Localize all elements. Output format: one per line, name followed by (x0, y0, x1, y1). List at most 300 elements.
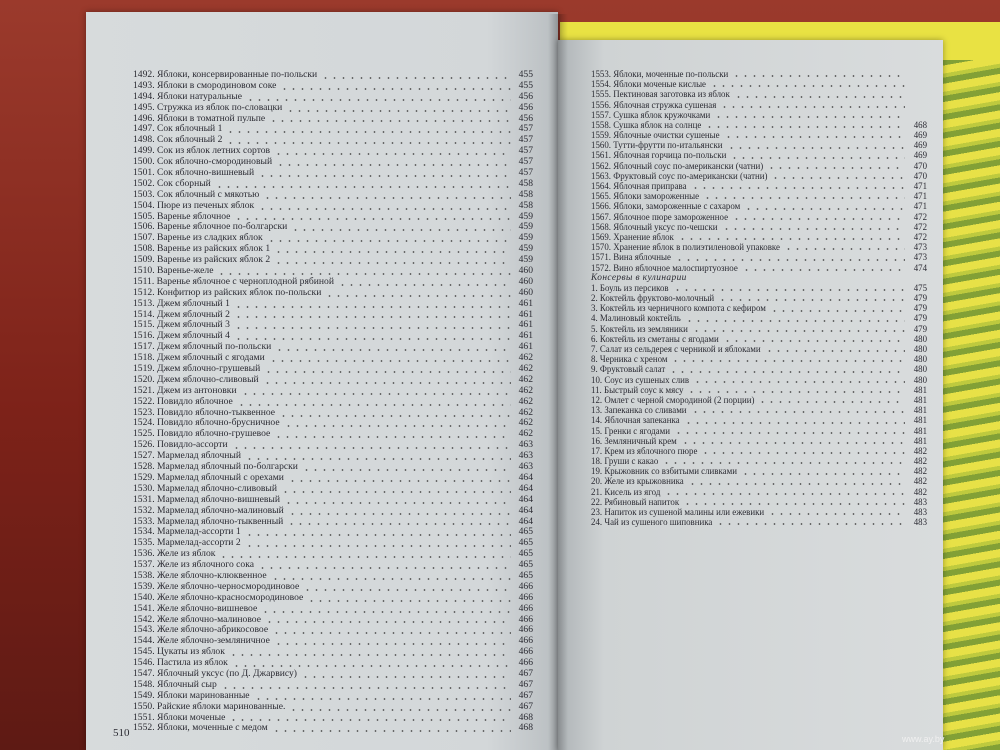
toc-leader-dots (716, 523, 905, 525)
toc-entry (133, 593, 533, 604)
toc-entry-page: 460 (518, 265, 533, 277)
toc-entry-title: 15. Гренки с ягодами (591, 425, 670, 436)
toc-entry (591, 446, 927, 456)
toc-entry-title: 1512. Конфитюр из райских яблок по-польски (133, 286, 322, 298)
toc-entry-title: 1497. Сок яблочный 1 (133, 123, 223, 135)
toc-entry (591, 222, 927, 232)
toc-leader-dots (723, 340, 905, 342)
toc-entry (591, 395, 927, 405)
toc-entry (591, 375, 927, 385)
toc-entry (133, 604, 533, 615)
toc-entry-title: 1568. Яблочный уксус по-чешски (591, 221, 718, 232)
toc-entry-page: 481 (913, 425, 927, 436)
toc-entry-page: 469 (913, 130, 927, 141)
toc-leader-dots (703, 197, 905, 199)
toc-leader-dots (678, 238, 905, 240)
toc-entry-page: 467 (518, 700, 533, 712)
toc-entry-title: 1526. Повидло-ассорти (133, 439, 228, 451)
toc-entry-title: 1508. Варенье из райских яблок 1 (133, 243, 271, 255)
toc-entry-title: 1546. Пастила из яблок (133, 657, 228, 669)
toc-entry-title: 1543. Желе яблочно-абрикосовое (133, 624, 269, 636)
toc-leader-dots (265, 621, 511, 623)
toc-leader-dots (325, 295, 511, 297)
toc-entry (591, 283, 927, 293)
toc-entry-title: 1535. Мармелад-ассорти 2 (133, 537, 241, 549)
toc-leader-dots (288, 513, 511, 515)
toc-entry-title: 1540. Желе яблочно-красносмородиновое (133, 591, 304, 603)
toc-entry-title: 1560. Тутти-фрутти по-итальянски (591, 140, 723, 151)
toc-entry-title: 1511. Варенье яблочное с черноплодной рябиной (133, 275, 334, 287)
toc-entry-page: 459 (518, 232, 533, 244)
toc-entry-page: 482 (913, 466, 927, 477)
toc-leader-dots (264, 371, 511, 373)
page-number: 510 (113, 727, 130, 739)
toc-entry-title: 1498. Сок яблочный 2 (133, 134, 223, 146)
toc-entry (591, 507, 927, 517)
toc-entry-page: 466 (518, 646, 533, 658)
toc-entry-title: 11. Быстрый соус к мясу (591, 384, 684, 395)
toc-leader-dots (245, 534, 511, 536)
toc-entry (591, 293, 927, 303)
toc-entry-page: 482 (913, 445, 927, 456)
toc-entry-title: 22. Рябиновый напиток (591, 496, 680, 507)
toc-entry (591, 487, 927, 497)
toc-entry-title: 19. Крыжовник со взбитыми сливками (591, 466, 737, 477)
toc-leader-dots (258, 567, 511, 569)
toc-entry-title: 1539. Желе яблочно-черносмородиновое (133, 580, 300, 592)
toc-leader-dots (263, 197, 511, 199)
toc-leader-dots (742, 269, 905, 271)
toc-entry (133, 702, 533, 713)
toc-entry (591, 79, 927, 89)
toc-entry-page: 466 (518, 602, 533, 614)
toc-entry (591, 456, 927, 466)
toc-entry (591, 415, 927, 425)
toc-entry-page: 458 (518, 177, 533, 189)
toc-leader-dots (275, 349, 511, 351)
toc-entry (591, 100, 927, 110)
toc-entry-page: 472 (913, 221, 927, 232)
toc-entry-page: 457 (518, 145, 533, 157)
toc-entry-title: 1537. Желе из яблочного сока (133, 559, 254, 571)
toc-entry-page: 463 (518, 461, 533, 473)
toc-leader-dots (272, 632, 511, 634)
toc-entry-title: 1570. Хранение яблок в полиэтиленовой упаковке (591, 242, 780, 253)
toc-entry-page: 472 (913, 231, 927, 242)
toc-entry-page: 467 (518, 667, 533, 679)
toc-entry-page: 459 (518, 243, 533, 255)
toc-entry-page: 462 (518, 428, 533, 440)
toc-leader-dots (232, 447, 511, 449)
toc-entry-page: 467 (518, 678, 533, 690)
toc-entry (591, 303, 927, 313)
toc-leader-dots (288, 480, 511, 482)
toc-leader-dots (669, 371, 905, 373)
toc-entry-page: 464 (518, 504, 533, 516)
toc-entry (591, 89, 927, 99)
toc-entry (591, 212, 927, 222)
toc-leader-dots (684, 422, 905, 424)
toc-leader-dots (681, 442, 905, 444)
toc-entry-title: 23. Напиток из сушеной малины или ежевики (591, 507, 765, 518)
toc-entry (591, 354, 927, 364)
toc-entry-page: 460 (518, 275, 533, 287)
toc-leader-dots (217, 273, 511, 275)
toc-entry-title: 1524. Повидло яблочно-брусничное (133, 417, 280, 429)
toc-entry (591, 324, 927, 334)
toc-leader-dots (234, 316, 511, 318)
toc-entry-page: 463 (518, 450, 533, 462)
toc-leader-dots (232, 665, 511, 667)
toc-entry-title: 1536. Желе из яблок (133, 548, 216, 560)
toc-entry-title: 1533. Мармелад яблочно-тыквенный (133, 515, 284, 527)
toc-leader-dots (215, 186, 511, 188)
toc-entry-page: 480 (913, 354, 927, 365)
toc-entry-title: 1514. Джем яблочный 2 (133, 308, 230, 320)
toc-entry-title: 1553. Яблоки, моченные по-польски (591, 68, 729, 79)
toc-entry-title: 1505. Варенье яблочное (133, 210, 231, 222)
toc-entry-title: 1518. Джем яблочный с ягодами (133, 352, 265, 364)
toc-entry-title: 18. Груши с какао (591, 456, 659, 467)
toc-entry (591, 110, 927, 120)
toc-entry-title: 1534. Мармелад-ассорти 1 (133, 526, 241, 538)
toc-entry-title: 1503. Сок яблочный с мякотью (133, 188, 260, 200)
toc-entry-page: 481 (913, 415, 927, 426)
toc-entry-page: 480 (913, 344, 927, 355)
toc-entry-page: 462 (518, 395, 533, 407)
toc-entry-title: 1544. Желе яблочно-земляничное (133, 635, 270, 647)
toc-leader-dots (685, 320, 905, 322)
toc-entry-page: 465 (518, 537, 533, 549)
toc-entry (591, 466, 927, 476)
toc-entry (133, 103, 533, 114)
toc-entry-title: 1548. Яблочный сыр (133, 678, 217, 690)
toc-entry (591, 161, 927, 171)
toc-leader-dots (770, 310, 905, 312)
toc-entry-title: 12. Омлет с черной смородиной (2 порции) (591, 394, 755, 405)
toc-entry (133, 299, 533, 310)
toc-entry-page: 470 (913, 160, 927, 171)
toc-entry (133, 201, 533, 212)
toc-entry-page: 459 (518, 221, 533, 233)
toc-entry-title: 10. Соус из сушеных слив (591, 374, 690, 385)
toc-entry-page: 483 (913, 507, 927, 518)
toc-entry-page: 465 (518, 559, 533, 571)
toc-entry-title: 6. Коктейль из сметаны с ягодами (591, 333, 719, 344)
toc-leader-dots (226, 142, 511, 144)
toc-entry-title: 1551. Яблоки моченые (133, 711, 226, 723)
toc-leader-dots (246, 99, 511, 101)
toc-entry (133, 397, 533, 408)
toc-leader-dots (280, 88, 511, 90)
toc-entry-page: 481 (913, 394, 927, 405)
toc-leader-dots (229, 654, 511, 656)
toc-entry (591, 242, 927, 252)
toc-entry-page: 464 (518, 482, 533, 494)
toc-leader-dots (274, 251, 511, 253)
toc-entry-title: 5. Коктейль из земляники (591, 323, 688, 334)
toc-entry-page: 482 (913, 456, 927, 467)
toc-entry-title: 1525. Повидло яблочно-грушевое (133, 428, 271, 440)
toc-entry-title: 1558. Сушка яблок на солнце (591, 119, 702, 130)
toc-entry-page: 464 (518, 515, 533, 527)
toc-entry-page: 481 (913, 384, 927, 395)
toc-entry (591, 517, 927, 527)
toc-leader-dots (219, 556, 511, 558)
toc-leader-dots (291, 229, 511, 231)
toc-entry-page: 456 (518, 112, 533, 124)
toc-leader-dots (732, 75, 905, 77)
toc-leader-dots (691, 411, 905, 413)
toc-entry-title: 1564. Яблочная приправа (591, 181, 687, 192)
toc-entry-page: 483 (913, 517, 927, 528)
toc-leader-dots (274, 643, 511, 645)
toc-entry-title: 1559. Яблочные очистки сушеные (591, 130, 720, 141)
toc-entry-title: 1571. Вина яблочные (591, 252, 671, 263)
toc-leader-dots (284, 502, 511, 504)
toc-leader-dots (254, 698, 511, 700)
toc-entry-page: 463 (518, 439, 533, 451)
toc-entry (591, 69, 927, 79)
toc-entry (591, 201, 927, 211)
toc-entry (591, 151, 927, 161)
toc-entry-page: 461 (518, 319, 533, 331)
toc-entry-title: 1547. Яблочный уксус (по Д. Джарвису) (133, 667, 297, 679)
toc-entry (591, 436, 927, 446)
toc-entry-title: 1515. Джем яблочный 3 (133, 319, 230, 331)
toc-entry-title: 1492. Яблоки, консервированные по-польски (133, 68, 318, 80)
toc-entry-title: 1567. Яблочное пюре замороженное (591, 211, 729, 222)
toc-entry-title: 3. Коктейль из черничного компота с кефиром (591, 303, 766, 314)
toc-entry-page: 483 (913, 496, 927, 507)
toc-entry-title: 14. Яблочная запеканка (591, 415, 680, 426)
toc-leader-dots (234, 327, 511, 329)
toc-entry-page: 456 (518, 101, 533, 113)
toc-entry-page: 469 (913, 150, 927, 161)
toc-entry (591, 171, 927, 181)
toc-leader-dots (281, 491, 511, 493)
toc-entry-page: 471 (913, 191, 927, 202)
toc-leader-dots (274, 262, 511, 264)
toc-leader-dots (245, 458, 511, 460)
toc-entry-page: 471 (913, 181, 927, 192)
toc-entry-page: 465 (518, 569, 533, 581)
toc-entry (591, 344, 927, 354)
toc-entry-title: 1495. Стружка из яблок по-словацки (133, 101, 283, 113)
toc-leader-dots (691, 187, 905, 189)
toc-entry-page: 457 (518, 167, 533, 178)
toc-leader-dots (274, 153, 511, 155)
toc-entry-title: 1531. Мармелад яблочно-вишневый (133, 493, 280, 505)
toc-entry-page: 474 (913, 262, 927, 273)
toc-entry-page: 461 (518, 297, 533, 309)
toc-entry-title: 13. Запеканка со сливами (591, 405, 687, 416)
toc-entry (591, 426, 927, 436)
toc-entry (591, 191, 927, 201)
toc-leader-dots (671, 360, 905, 362)
toc-entry (133, 506, 533, 517)
toc-entry-page: 468 (913, 119, 927, 130)
toc-leader-dots (771, 177, 905, 179)
toc-leader-dots (234, 306, 511, 308)
toc-entry-page: 462 (518, 406, 533, 418)
toc-entry (591, 232, 927, 242)
toc-leader-dots (234, 338, 511, 340)
toc-entry-page: 482 (913, 486, 927, 497)
toc-leader-dots (674, 432, 905, 434)
toc-entry-title: 1529. Мармелад яблочный с орехами (133, 471, 284, 483)
toc-leader-dots (727, 147, 905, 149)
toc-entry-page: 466 (518, 657, 533, 669)
toc-entry-title: 1504. Пюре из печеных яблок (133, 199, 255, 211)
toc-leader-dots (692, 330, 905, 332)
toc-entry-page: 466 (518, 613, 533, 625)
toc-entry-page: 461 (518, 308, 533, 320)
toc-entry-title: 1. Боуль из персиков (591, 282, 669, 293)
toc-leader-dots (675, 259, 905, 261)
toc-entry-title: 1555. Пектиновая заготовка из яблок (591, 89, 730, 100)
toc-entry-title: 1502. Сок сборный (133, 177, 211, 189)
toc-entry-title: 1520. Джем яблочно-сливовый (133, 373, 259, 385)
toc-entry (591, 497, 927, 507)
toc-entry-page: 466 (518, 591, 533, 603)
toc-entry-title: 1499. Сок из яблок летних сортов (133, 145, 271, 157)
toc-entry-page: 457 (518, 123, 533, 135)
toc-entry-title: 1538. Желе яблочно-клюквенное (133, 569, 267, 581)
toc-entry-title: 1554. Яблоки моченые кислые (591, 79, 706, 90)
toc-entry (591, 385, 927, 395)
toc-leader-dots (673, 289, 905, 291)
toc-leader-dots (269, 120, 511, 122)
toc-entry-title: 1532. Мармелад яблочно-малиновый (133, 504, 284, 516)
toc-leader-dots (267, 240, 511, 242)
toc-leader-dots (784, 248, 905, 250)
toc-leader-dots (234, 218, 511, 220)
toc-leader-dots (683, 503, 905, 505)
toc-leader-dots (226, 131, 511, 133)
toc-entry-title: 4. Малиновый коктейль (591, 313, 681, 324)
toc-entry-page: 459 (518, 210, 533, 222)
toc-entry (591, 405, 927, 415)
toc-entry (591, 140, 927, 150)
toc-entry-page: 462 (518, 384, 533, 396)
toc-entry-page: 460 (518, 286, 533, 298)
toc-entry-page: 458 (518, 188, 533, 200)
toc-leader-dots (303, 589, 511, 591)
toc-entry-title: 1549. Яблоки маринованные (133, 689, 250, 701)
toc-entry-title: 1517. Джем яблочный по-польски (133, 341, 272, 353)
toc-leader-dots (338, 284, 511, 286)
toc-leader-dots (245, 545, 511, 547)
toc-leader-dots (687, 391, 905, 393)
toc-entry (591, 263, 927, 273)
toc-entry-title: 1563. Фруктовый соус по-американски (чатни) (591, 170, 768, 181)
toc-entry (591, 334, 927, 344)
toc-entry-title: 9. Фруктовый салат (591, 364, 666, 375)
toc-entry-page: 456 (518, 90, 533, 102)
toc-entry-page: 472 (913, 211, 927, 222)
toc-entry-page: 462 (518, 363, 533, 375)
toc-entry-title: 1556. Яблочная стружка сушеная (591, 99, 717, 110)
toc-entry-title: 1557. Сушка яблок кружочками (591, 109, 711, 120)
toc-leader-dots (287, 523, 511, 525)
toc-entry-page: 481 (913, 405, 927, 416)
toc-leader-dots (758, 401, 905, 403)
toc-entry-page: 473 (913, 242, 927, 253)
toc-entry-page: 481 (913, 435, 927, 446)
toc-entry-title: 1541. Желе яблочно-вишневое (133, 602, 258, 614)
toc-entry-page: 464 (518, 471, 533, 483)
toc-leader-dots (286, 110, 511, 112)
toc-leader-dots (765, 350, 905, 352)
toc-leader-dots (307, 600, 511, 602)
toc-leader-dots (289, 709, 511, 711)
toc-entry-title: 16. Земляничный крем (591, 435, 677, 446)
toc-entry-page: 457 (518, 156, 533, 168)
toc-entry-page: 480 (913, 374, 927, 385)
toc-entry-page: 457 (518, 134, 533, 146)
toc-entry-page: 465 (518, 526, 533, 538)
toc-entry-title: 1572. Вино яблочное малоспиртуозное (591, 262, 738, 273)
toc-entry-page: 462 (518, 373, 533, 385)
toc-entry-title: 17. Крем из яблочного пюре (591, 445, 698, 456)
toc-entry-title: 1510. Варенье-желе (133, 265, 214, 277)
toc-leader-dots (258, 175, 511, 177)
toc-entry-title: 1500. Сок яблочно-смородиновый (133, 156, 273, 168)
toc-leader-dots (662, 462, 905, 464)
toc-entry-title: 1501. Сок яблочно-вишневый (133, 167, 255, 178)
section-heading: Консервы в кулинарии (591, 272, 687, 283)
toc-leader-dots (688, 483, 905, 485)
toc-entry-page: 465 (518, 548, 533, 560)
toc-entry (133, 495, 533, 506)
book-gutter (548, 14, 568, 750)
toc-entry-page: 469 (913, 140, 927, 151)
toc-entry-page: 466 (518, 635, 533, 647)
toc-entry-title: 1519. Джем яблочно-грушевый (133, 363, 261, 375)
toc-entry-title: 1516. Джем яблочный 4 (133, 330, 230, 342)
toc-entry-title: 1523. Повидло яблочно-тыквенное (133, 406, 276, 418)
toc-entry-title: 1542. Желе яблочно-малиновое (133, 613, 261, 625)
toc-entry-title: 2. Коктейль фруктово-молочный (591, 293, 715, 304)
toc-leader-dots (744, 208, 905, 210)
toc-entry-page: 471 (913, 201, 927, 212)
toc-entry-title: 1507. Варенье из сладких яблок (133, 232, 263, 244)
toc-leader-dots (741, 473, 905, 475)
toc-leader-dots (724, 136, 905, 138)
toc-entry (591, 364, 927, 374)
toc-entry-title: 1528. Мармелад яблочный по-болгарски (133, 461, 298, 473)
toc-leader-dots (734, 96, 905, 98)
toc-entry (591, 130, 927, 140)
toc-entry-title: 8. Черника с хреном (591, 354, 668, 365)
toc-entry-page: 464 (518, 493, 533, 505)
toc-leader-dots (263, 382, 511, 384)
toc-entry (591, 252, 927, 262)
toc-leader-dots (718, 299, 905, 301)
toc-leader-dots (720, 106, 905, 108)
toc-leader-dots (241, 393, 511, 395)
toc-entry-page: 462 (518, 417, 533, 429)
toc-entry-title: 1550. Райские яблоки маринованные. (133, 700, 286, 712)
toc-entry-page: 466 (518, 624, 533, 636)
toc-leader-dots (768, 513, 905, 515)
toc-leader-dots (664, 493, 905, 495)
toc-entry-title: 1569. Хранение яблок (591, 231, 674, 242)
toc-entry-page: 479 (913, 303, 927, 314)
left-toc (133, 70, 533, 734)
toc-leader-dots (258, 208, 511, 210)
